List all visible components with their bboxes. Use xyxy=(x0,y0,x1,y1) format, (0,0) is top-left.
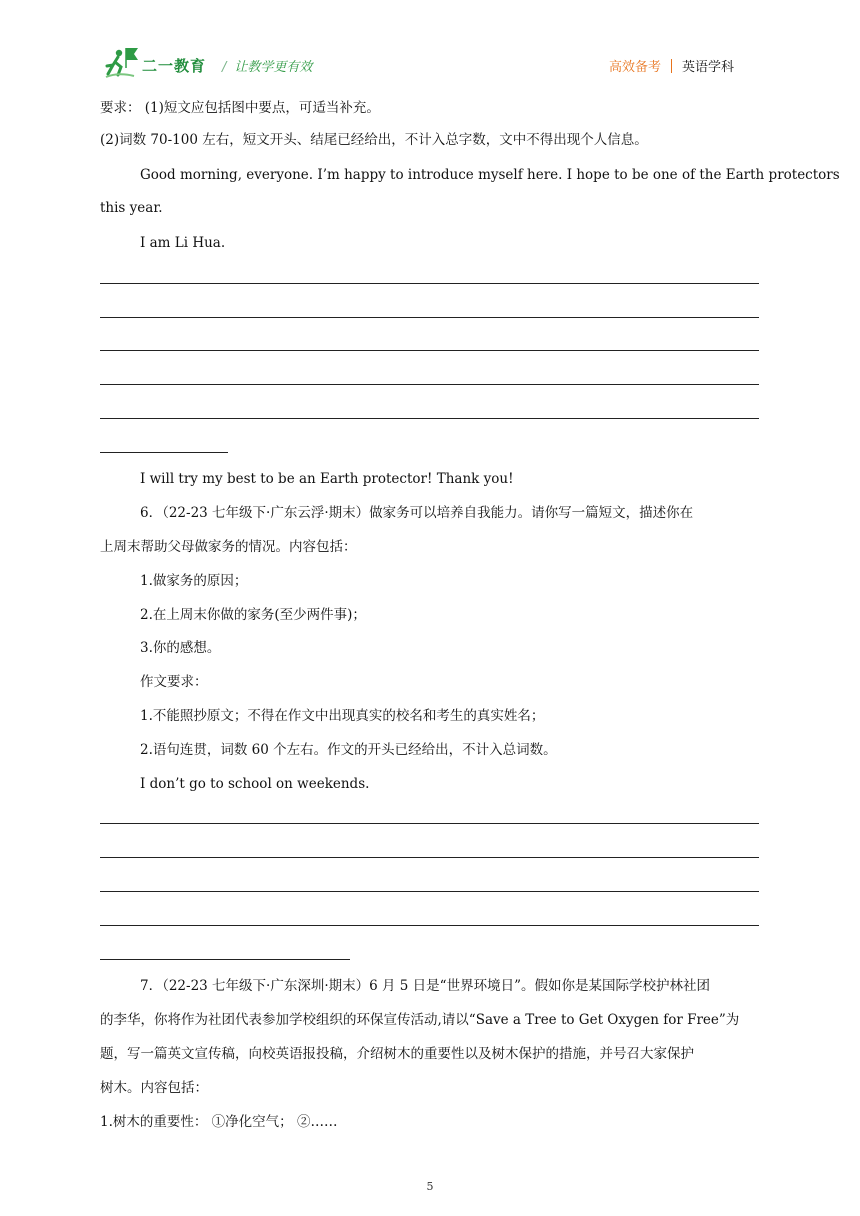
question-6-req-2: 2.语句连贯，词数 60 个左右。作文的开头已经给出，不计入总词数。 xyxy=(140,742,557,758)
question-6-line-2: 上周末帮助父母做家务的情况。内容包括： xyxy=(100,539,357,555)
essay-opening-line-2: this year. xyxy=(100,200,163,216)
header-tag-exam: 高效备考 xyxy=(608,60,661,75)
header-tags xyxy=(609,56,734,75)
question-7-line-3: 题，写一篇英文宣传稿，向校英语报投稿，介绍树木的重要性以及树木保护的措施，并号召大家保护 xyxy=(100,1046,694,1062)
requirement-2: (2)词数 70-100 左右，短文开头、结尾已经给出，不计入总字数，文中不得出现个人信息。 xyxy=(100,132,648,148)
page-number: 5 xyxy=(426,1180,434,1193)
question-7-line-4: 树木。内容包括： xyxy=(100,1080,208,1096)
question-6-item-3: 3.你的感想。 xyxy=(140,640,221,656)
requirement-1: 要求： (1)短文应包括图中要点，可适当补充。 xyxy=(100,100,380,116)
answer-line xyxy=(100,823,759,824)
answer-line xyxy=(100,283,759,284)
essay-opening-line-3: I am Li Hua. xyxy=(140,235,226,251)
question-7-line-1: 7．（22-23 七年级下·广东深圳·期末）6 月 5 日是“世界环境日”。假如你是某国际学校护林社团 xyxy=(140,978,710,994)
question-6-req-1: 1.不能照抄原文；不得在作文中出现真实的校名和考生的真实姓名； xyxy=(140,708,545,724)
runner-flag-icon xyxy=(104,46,140,80)
question-6-opening: I don’t go to school on weekends. xyxy=(140,776,370,792)
question-6-item-1: 1.做家务的原因； xyxy=(140,573,248,589)
essay-ending: I will try my best to be an Earth protector! Thank you! xyxy=(140,471,514,487)
brand-name: 二一教育 xyxy=(142,57,207,75)
question-6-req-title: 作文要求： xyxy=(140,674,208,690)
question-6-line-1: 6．（22-23 七年级下·广东云浮·期末）做家务可以培养自我能力。请你写一篇短文，描述你在 xyxy=(140,505,694,521)
answer-line xyxy=(100,925,759,926)
question-7-line-2: 的李华，你将作为社团代表参加学校组织的环保宣传活动,请以“Save a Tree to Get Oxygen for Free”为 xyxy=(100,1012,740,1028)
page-header xyxy=(0,0,860,82)
answer-line xyxy=(100,891,759,892)
answer-line xyxy=(100,350,759,351)
answer-line xyxy=(100,384,759,385)
header-divider xyxy=(671,59,672,73)
header-tag-subject: 英语学科 xyxy=(681,60,734,75)
question-6-item-2: 2.在上周末你做的家务(至少两件事)； xyxy=(140,607,366,623)
slogan: / 让教学更有效 xyxy=(222,60,313,75)
answer-line-short xyxy=(100,959,350,960)
answer-line xyxy=(100,317,759,318)
essay-opening-line-1: Good morning, everyone. I’m happy to introduce myself here. I hope to be one of the Earth protectors xyxy=(140,167,840,183)
question-7-item-1: 1.树木的重要性： ①净化空气； ②…… xyxy=(100,1114,338,1130)
answer-line xyxy=(100,857,759,858)
answer-line xyxy=(100,418,759,419)
answer-line-short xyxy=(100,452,228,453)
